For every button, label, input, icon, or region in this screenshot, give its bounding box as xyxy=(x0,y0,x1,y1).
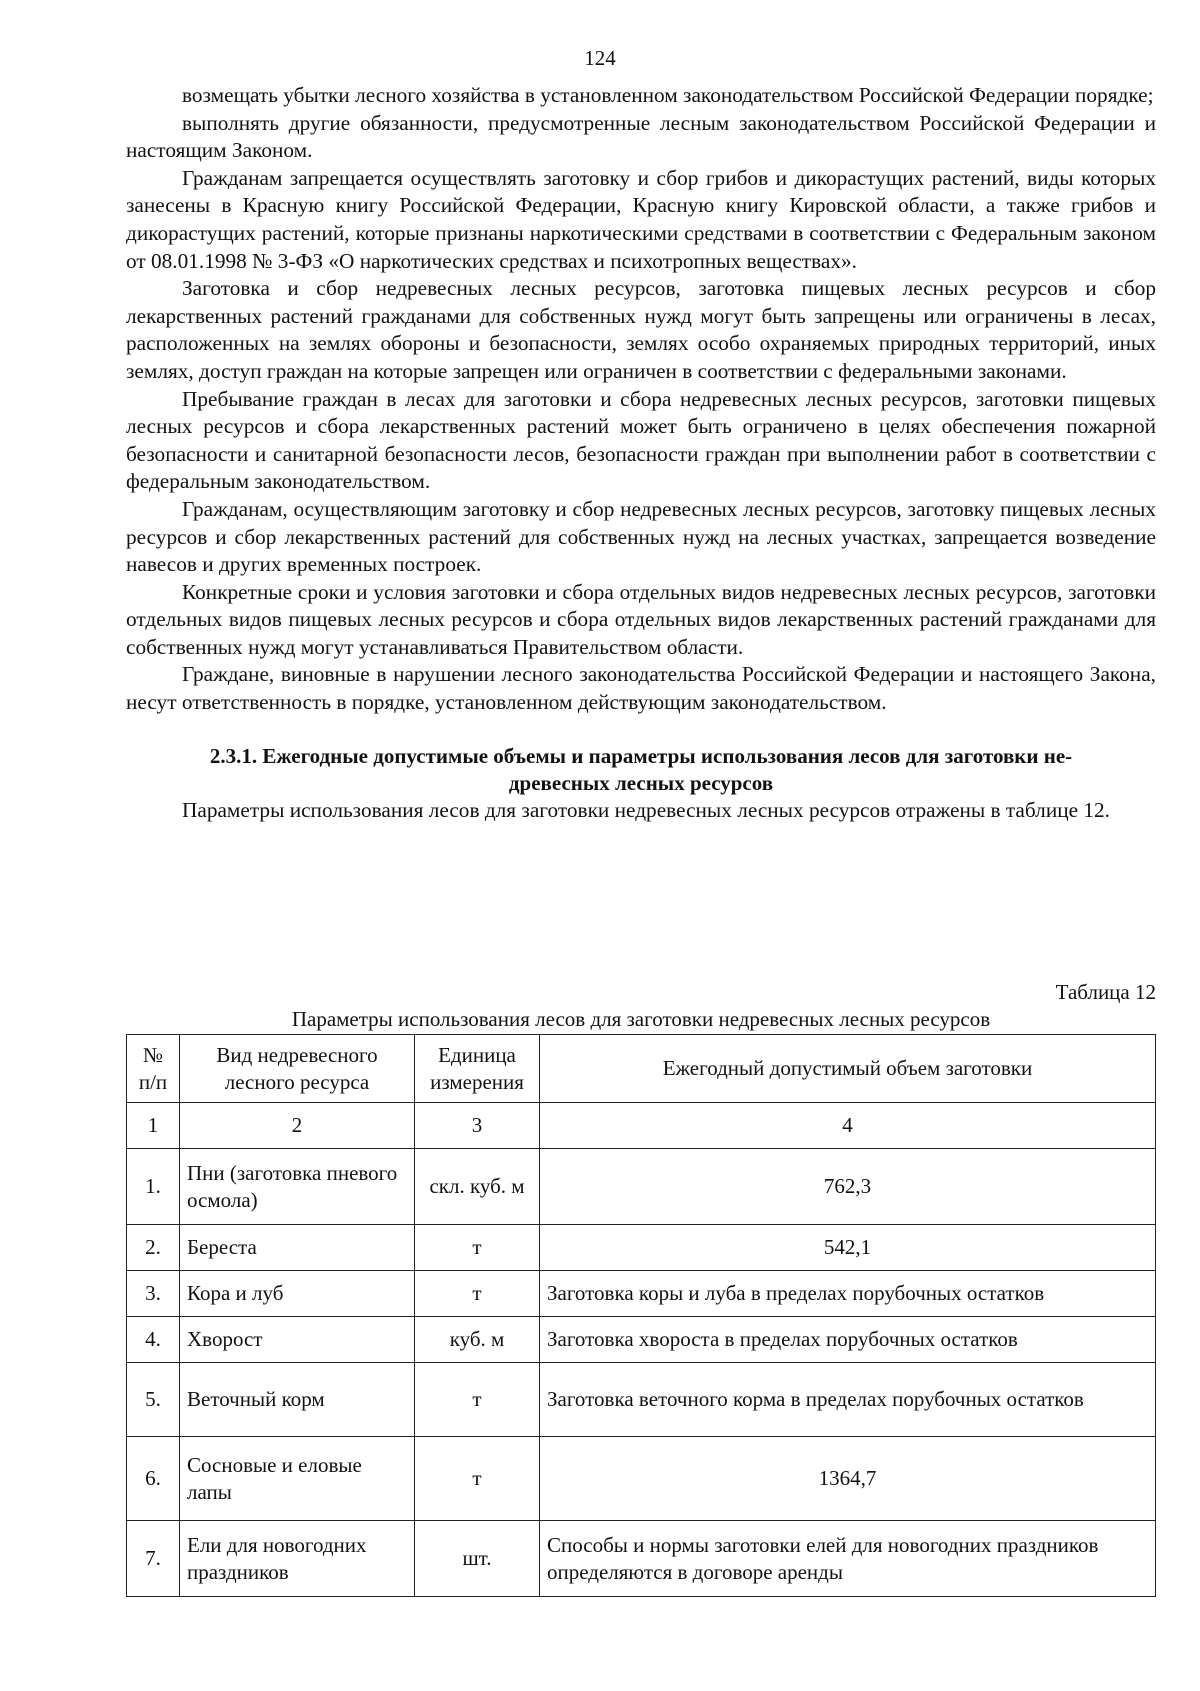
column-number-cell: 1 xyxy=(127,1103,180,1149)
paragraph-5: Пребывание граждан в лесах для заготовки и сбора недревесных лесных ресурсов, заготовки пищевых лесных ресурсов и сбора лекарственных растений может быть ограничено в целях обеспечения пожарной безопасности и санитарной безопасности лесов, безопасности граждан при выполнении работ в соответствии с федеральным законодательством. xyxy=(126,386,1156,494)
table-title: Параметры использования лесов для заготовки недревесных лесных ресурсов xyxy=(291,1007,991,1031)
resource-cell: Веточный корм xyxy=(180,1363,415,1437)
row-number-cell: 2. xyxy=(127,1225,180,1271)
resource-cell: Ели для новогодних праздников xyxy=(180,1521,415,1597)
unit-cell: т xyxy=(415,1363,540,1437)
table-label: Таблица 12 xyxy=(1055,980,1156,1004)
table-row xyxy=(127,1521,1156,1597)
volume-cell: Заготовка коры и луба в пределах порубочных остатков xyxy=(540,1271,1156,1317)
table-row xyxy=(127,1317,1156,1363)
header-cell-num: № п/п xyxy=(127,1035,180,1103)
table-row xyxy=(127,1225,1156,1271)
volume-cell: 762,3 xyxy=(540,1149,1156,1225)
table-row xyxy=(127,1363,1156,1437)
parameters-table xyxy=(126,1034,1156,1597)
resource-cell: Сосновые и еловые лапы xyxy=(180,1437,415,1521)
paragraph-3: Гражданам запрещается осуществлять заготовку и сбор грибов и дикорастущих растений, виды которых занесены в Красную книгу Российской Федерации, Красную книгу Кировской области, а также грибов и дикорастущих растений, которые признаны наркотическими средствами в соответствии с Федеральным законом от 08.01.1998 № 3-ФЗ «О наркотических средствах и психотропных веществах». xyxy=(126,165,1156,273)
table-row xyxy=(127,1437,1156,1521)
header-cell-unit: Единица измерения xyxy=(415,1035,540,1103)
row-number-cell: 4. xyxy=(127,1317,180,1363)
unit-cell: шт. xyxy=(415,1521,540,1597)
section-intro: Параметры использования лесов для заготовки недревесных лесных ресурсов отражены в таблице 12. xyxy=(182,797,1111,822)
header-cell-resource: Вид недревесного лесного ресурса xyxy=(180,1035,415,1103)
volume-cell: Способы и нормы заготовки елей для новогодних праздников определяются в договоре аренды xyxy=(540,1521,1156,1597)
paragraph-8: Граждане, виновные в нарушении лесного законодательства Российской Федерации и настоящего Закона, несут ответственность в порядке, установленном действующим законодательством. xyxy=(126,662,1156,715)
page-number: 124 xyxy=(584,46,616,70)
unit-cell: т xyxy=(415,1437,540,1521)
paragraph-1: возмещать убытки лесного хозяйства в установленном законодательством Российской Федерации порядке; xyxy=(182,83,1154,107)
paragraph-2: выполнять другие обязанности, предусмотренные лесным законодательством Российской Федерации и настоящим Законом. xyxy=(126,110,1156,163)
table-row xyxy=(127,1149,1156,1225)
resource-cell: Хворост xyxy=(180,1317,415,1363)
table-column-number-row xyxy=(127,1103,1156,1149)
row-number-cell: 6. xyxy=(127,1437,180,1521)
table-row xyxy=(127,1271,1156,1317)
resource-cell: Береста xyxy=(180,1225,415,1271)
header-cell-volume: Ежегодный допустимый объем заготовки xyxy=(540,1035,1156,1103)
column-number-cell: 3 xyxy=(415,1103,540,1149)
volume-cell: 542,1 xyxy=(540,1225,1156,1271)
volume-cell: Заготовка веточного корма в пределах порубочных остатков xyxy=(540,1363,1156,1437)
resource-cell: Кора и луб xyxy=(180,1271,415,1317)
paragraph-4: Заготовка и сбор недревесных лесных ресурсов, заготовка пищевых лесных ресурсов и сбор лекарственных растений гражданами для собственных нужд могут быть запрещены или ограничены в лесах, расположенных на землях обороны и безопасности, землях особо охраняемых природных территорий, иных землях, доступ граждан на которые запрещен или ограничен в соответствии с федеральными законами. xyxy=(126,276,1156,383)
volume-cell: Заготовка хвороста в пределах порубочных остатков xyxy=(540,1317,1156,1363)
body-text xyxy=(126,82,1156,824)
row-number-cell: 5. xyxy=(127,1363,180,1437)
volume-cell: 1364,7 xyxy=(540,1437,1156,1521)
unit-cell: т xyxy=(415,1225,540,1271)
unit-cell: скл. куб. м xyxy=(415,1149,540,1225)
row-number-cell: 3. xyxy=(127,1271,180,1317)
unit-cell: т xyxy=(415,1271,540,1317)
section-heading-line-1: 2.3.1. Ежегодные допустимые объемы и параметры использования лесов для заготовки не- xyxy=(209,743,1073,768)
section-heading xyxy=(126,743,1156,797)
row-number-cell: 7. xyxy=(127,1521,180,1597)
column-number-cell: 2 xyxy=(180,1103,415,1149)
row-number-cell: 1. xyxy=(127,1149,180,1225)
column-number-cell: 4 xyxy=(540,1103,1156,1149)
resource-cell: Пни (заготовка пневого осмола) xyxy=(180,1149,415,1225)
paragraph-6: Гражданам, осуществляющим заготовку и сбор недревесных лесных ресурсов, заготовку пищевых лесных ресурсов и сбор лекарственных растений для собственных нужд на лесных участках, запрещается возведение навесов и других временных построек. xyxy=(126,496,1156,577)
paragraph-7: Конкретные сроки и условия заготовки и сбора отдельных видов недревесных лесных ресурсов, заготовки отдельных видов пищевых лесных ресурсов и сбора отдельных видов лекарственных растений гражданами для собственных нужд могут устанавливаться Правительством области. xyxy=(126,579,1156,659)
section-heading-line-2: древесных лесных ресурсов xyxy=(508,770,774,795)
table-header-row xyxy=(127,1035,1156,1103)
unit-cell: куб. м xyxy=(415,1317,540,1363)
